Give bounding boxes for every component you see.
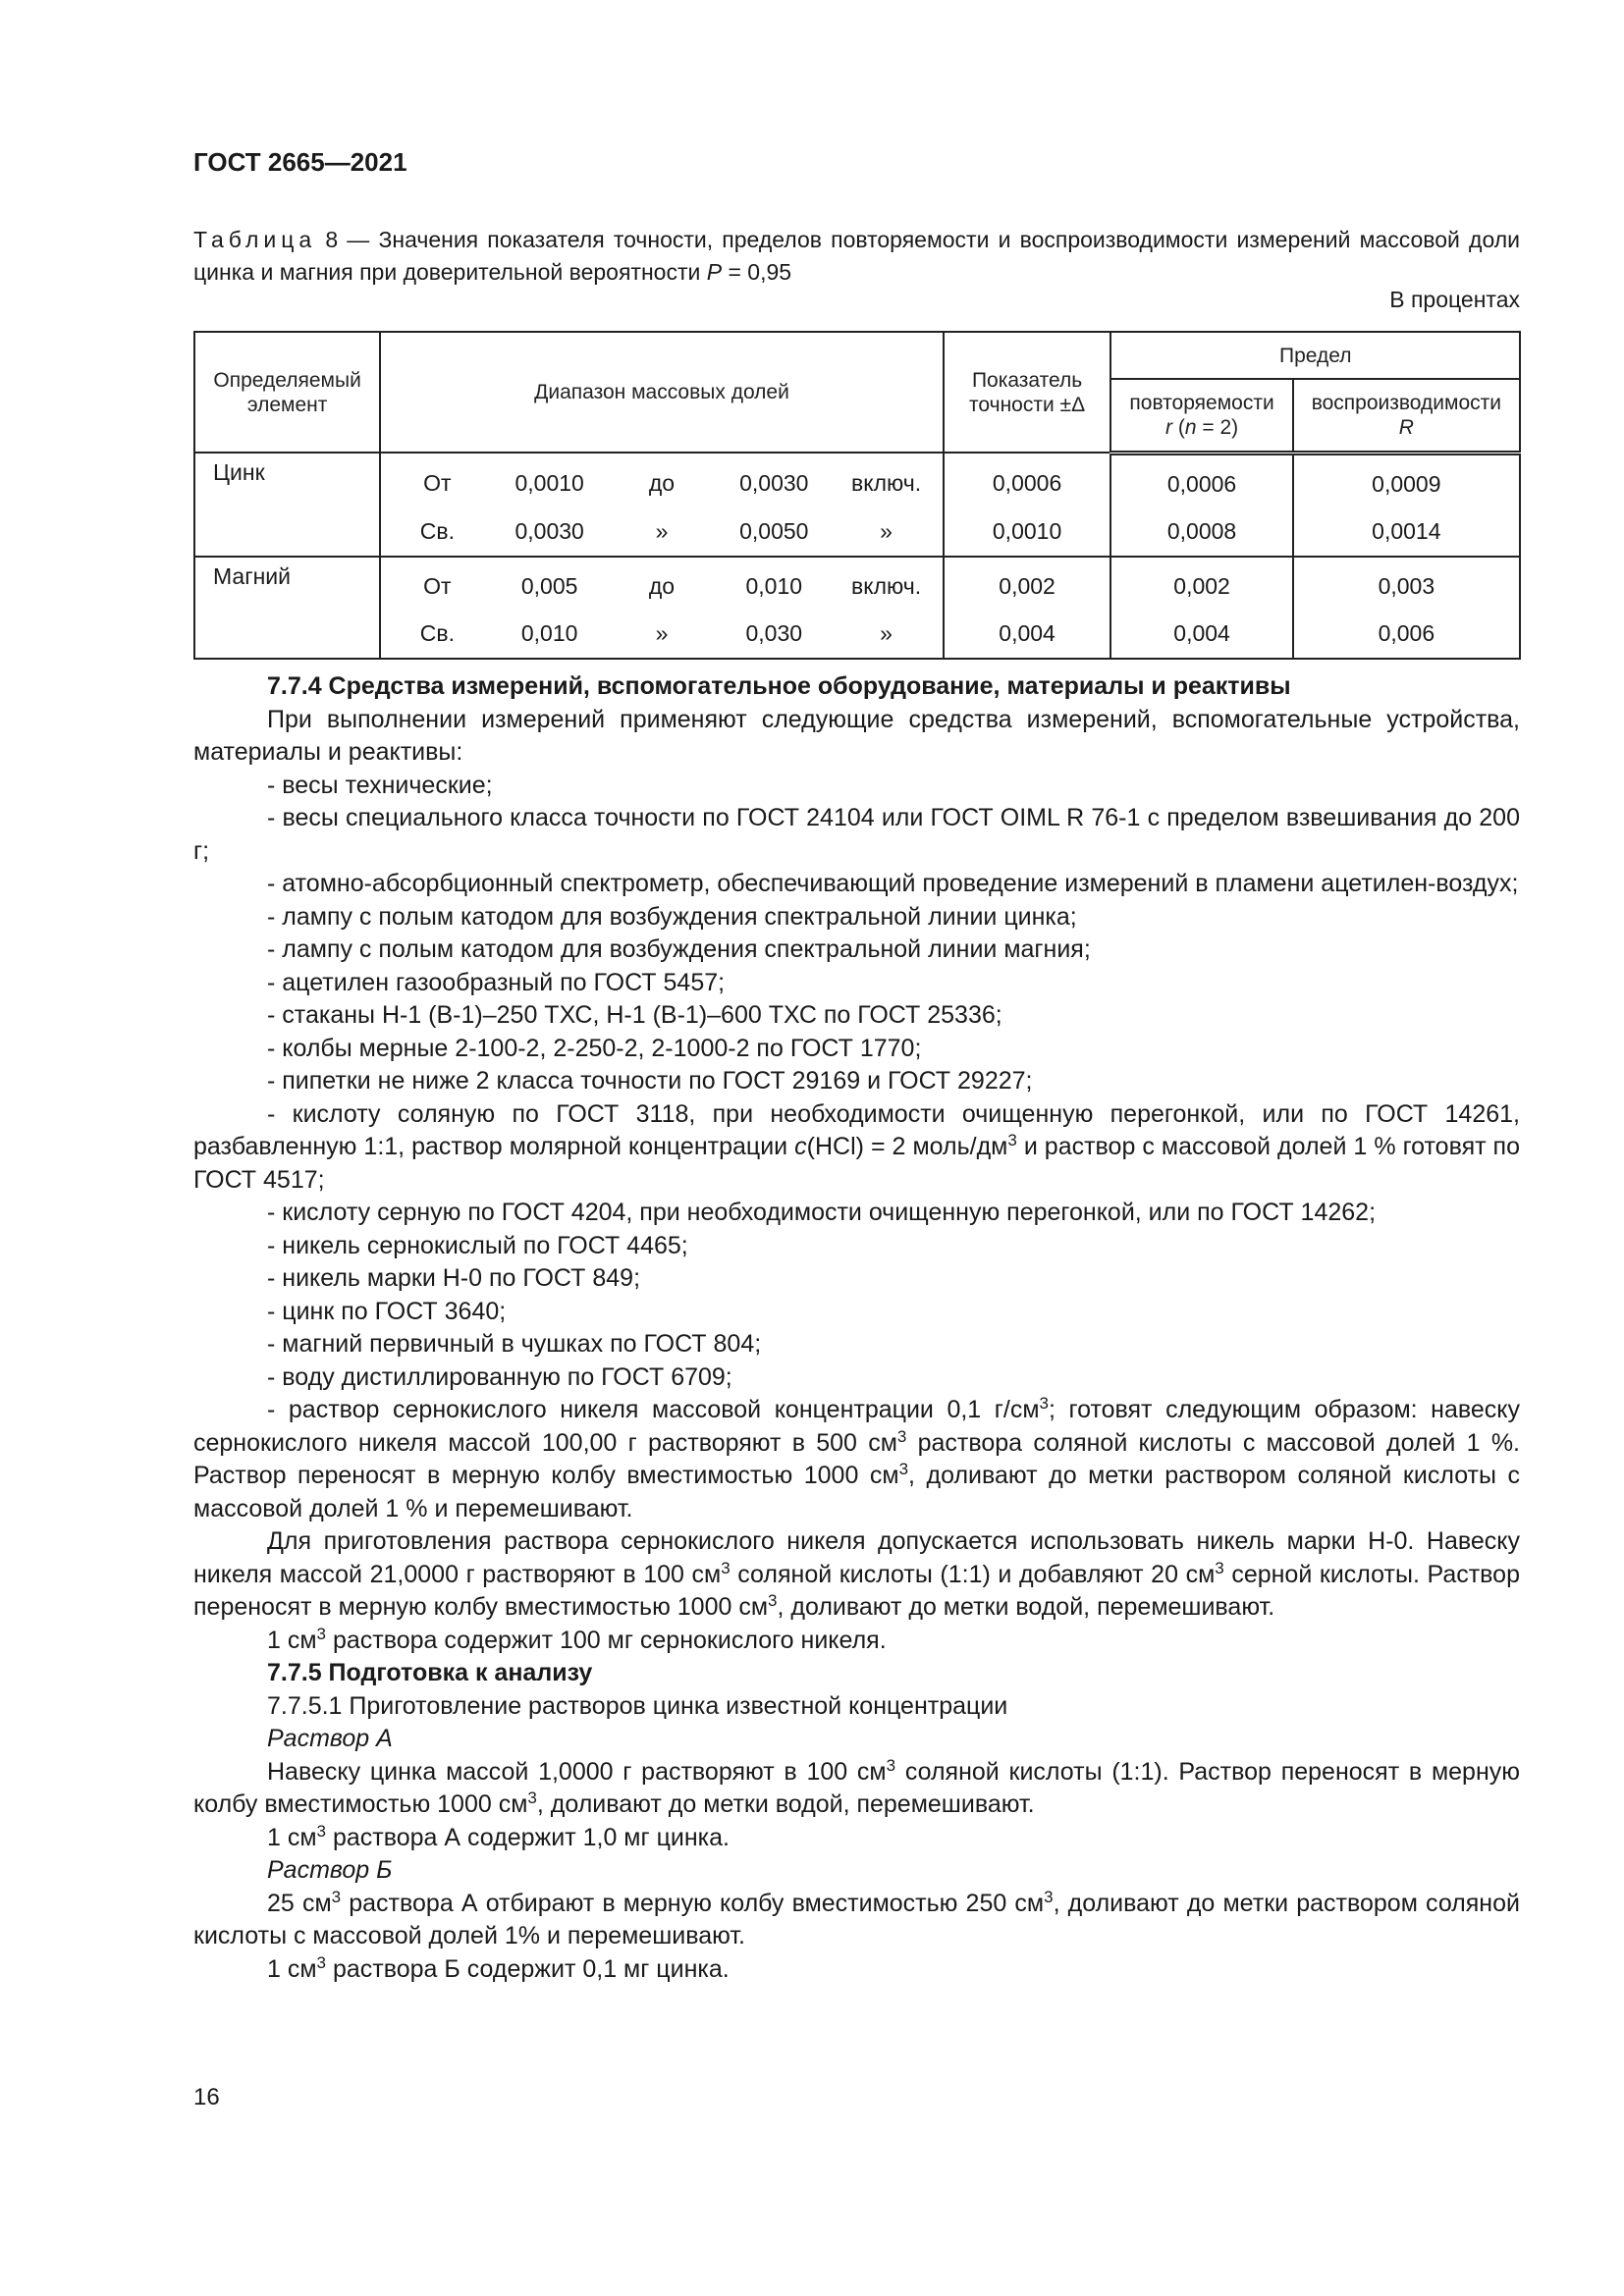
table-caption [193,224,1520,289]
table-units: В процентах [1389,287,1520,312]
text-run: - весы специального класса точности по ГОСТ 24104 или ГОСТ OIML R 76-1 с пределом взвешивания до 200 г; [193,804,1520,865]
caption-text: 8 — Значения показателя точности, пределов повторяемости и воспроизводимости измерений массовой доли цинка и магния при доверительной вероятности [193,227,1520,285]
text-run: ; готовят следующим образом: навеску сернокислого никеля массой 100,00 г растворяют в 500 см [193,1396,1521,1457]
text-run: 25 см [267,1889,332,1917]
text-run: 7.7.4 Средства измерений, вспомогательное оборудование, материалы и реактивы [267,672,1291,700]
range-cell [380,611,944,659]
value-cell: 0,004 [944,611,1111,659]
paragraph [193,1822,1520,1855]
table-row [194,611,1520,659]
superscript: 3 [1007,1131,1017,1149]
element-cell: Цинк [194,453,380,557]
header-text: ( [1172,415,1185,439]
text-run: - никель сернокислый по ГОСТ 4465; [267,1231,688,1259]
text-run: 1 см [267,1954,317,1983]
range-cell [380,557,944,611]
superscript: 3 [1039,1394,1050,1413]
text-run: - раствор сернокислого никеля массовой концентрации 0,1 г/см [267,1396,1040,1423]
text-run: - ацетилен газообразный по ГОСТ 5457; [267,968,726,996]
paragraph [193,1296,1520,1329]
header-text: воспроизводимости [1311,391,1501,414]
header-accuracy: Показатель точности ±Δ [944,332,1111,453]
text-run: и раствор с массовой долей 1 % готовят по ГОСТ 4517; [193,1133,1521,1194]
paragraph [193,967,1520,1000]
text-run: 1 см [267,1823,317,1851]
text-run: - воду дистиллированную по ГОСТ 6709; [267,1362,732,1391]
text-run: При выполнении измерений применяют следующие средства измерений, вспомогательные устройства, материалы и реактивы: [193,705,1520,766]
range-part: до [648,573,676,599]
text-run: 1 см [267,1626,317,1654]
range-part: 0,0030 [514,518,584,544]
text-run: Раствор Б [267,1856,393,1884]
paragraph [193,1953,1520,1987]
range-part: до [648,470,676,497]
text-run: - весы технические; [267,771,493,799]
header-symbol: r [1165,415,1172,439]
page-number: 16 [193,2084,220,2110]
superscript: 3 [316,1821,327,1841]
value-cell: 0,0006 [944,453,1111,508]
header-limit: Предел [1110,332,1520,379]
paragraph [193,1854,1520,1888]
header-text: = 2) [1196,415,1239,439]
paragraph [193,1690,1520,1724]
text-run: - магний первичный в чушках по ГОСТ 804; [267,1330,762,1358]
value-cell: 0,0014 [1293,508,1520,557]
paragraph [193,1362,1520,1395]
text-run: Раствор А [267,1725,393,1752]
header-text: повторяемости [1129,391,1274,414]
paragraph [193,670,1520,704]
text-run: раствора А отбирают в мерную колбу вместимостью 250 см [341,1889,1045,1917]
text-run: - атомно-абсорбционный спектрометр, обеспечивающий проведение измерений в пламени ацетилен-воздух; [267,870,1519,897]
paragraph [193,1262,1520,1296]
range-part: 0,0050 [739,518,809,544]
paragraph [193,770,1520,803]
superscript: 3 [768,1591,778,1610]
table-row [194,453,1520,508]
text-run: (HCl) = 2 моль/дм [806,1133,1008,1160]
text-run: раствора Б содержит 0,1 мг цинка. [326,1954,730,1983]
paragraph [193,1657,1520,1690]
range-part: » [880,620,893,646]
text-run: - кислоту серную по ГОСТ 4204, при необходимости очищенную перегонкой, или по ГОСТ 14262; [267,1199,1377,1226]
value-cell: 0,002 [1110,557,1292,611]
text-run: , доливают до метки водой, перемешивают. [536,1790,1035,1818]
superscript: 3 [316,1624,327,1643]
value-cell: 0,0006 [1110,453,1292,508]
text-run: - стаканы Н-1 (В-1)–250 ТХС, Н-1 (В-1)–600 ТХС по ГОСТ 25336; [267,1001,1002,1029]
text-run: соляной кислоты (1:1). Раствор переносят в мерную колбу вместимостью 1000 см [193,1757,1520,1818]
paragraph [193,868,1520,901]
text-run: серной кислоты. Раствор переносят в мерную колбу вместимостью 1000 см [193,1560,1520,1621]
header-range: Диапазон массовых долей [380,332,944,453]
paragraph [193,1394,1520,1525]
text-run: , доливают до метки раствором соляной кислоты с массовой долей 1% и перемешивают. [193,1889,1520,1949]
value-cell: 0,0008 [1110,508,1292,557]
paragraph [193,802,1520,868]
paragraph [193,1230,1520,1263]
range-part: Св. [419,620,455,646]
range-part: Св. [419,518,455,544]
range-part: » [880,518,893,544]
range-part: 0,0030 [739,470,809,497]
superscript: 3 [331,1887,342,1906]
paragraph [193,704,1520,770]
text-run: Навеску цинка массой 1,0000 г растворяют в 100 см [267,1757,887,1786]
caption-label: Таблица [193,227,317,252]
text-run: раствора соляной кислоты с массовой долей 1 %. Раствор переносят в мерную колбу вместимостью 1000 см [193,1428,1520,1489]
superscript: 3 [721,1558,731,1577]
paragraph [193,999,1520,1033]
range-part: 0,005 [520,573,578,599]
element-cell: Магний [194,557,380,659]
text-run: - цинк по ГОСТ 3640; [267,1297,507,1325]
text-run: Для приготовления раствора сернокислого никеля допускается использовать никель марки Н-0. Навеску никеля массой 21,0000 г растворяют в 100 см [193,1527,1520,1588]
text-run: раствора А содержит 1,0 мг цинка. [326,1823,730,1851]
caption-p: P [706,259,723,285]
paragraph [193,1065,1520,1098]
paragraph [193,1888,1520,1953]
range-values [381,470,943,497]
text-run: 7.7.5 Подготовка к анализу [267,1659,593,1686]
superscript: 3 [896,1426,907,1446]
header-symbol: R [1398,415,1414,439]
range-values [381,518,943,545]
text-run: - пипетки не ниже 2 класса точности по ГОСТ 29169 и ГОСТ 29227; [267,1067,1033,1095]
text-run: - никель марки Н-0 по ГОСТ 849; [267,1264,641,1292]
range-values [381,620,943,647]
data-table [193,331,1521,660]
range-part: 0,010 [520,620,578,646]
paragraph [193,1328,1520,1362]
range-part: 0,030 [745,620,803,646]
value-cell: 0,004 [1110,611,1292,659]
text-run: , доливают до метки водой, перемешивают. [777,1593,1275,1621]
range-cell [380,453,944,508]
paragraph [193,1525,1520,1625]
text-run: 7.7.5.1 Приготовление растворов цинка известной концентрации [267,1691,1008,1720]
value-cell: 0,0010 [944,508,1111,557]
paragraph [193,1723,1520,1756]
text-run: , доливают до метки раствором соляной кислоты с массовой долей 1 % и перемешивают. [193,1462,1521,1522]
paragraph [193,1625,1520,1658]
range-part: » [655,518,669,544]
header-symbol: n [1184,415,1197,439]
range-part: От [423,573,452,599]
text-run: раствора содержит 100 мг сернокислого никеля. [326,1626,887,1654]
range-part: включ. [851,573,922,599]
paragraph [193,1033,1520,1066]
range-part: включ. [851,470,922,497]
body-text [193,670,1520,1986]
table-body [194,453,1520,659]
value-cell: 0,002 [944,557,1111,611]
document-header: ГОСТ 2665—2021 [193,147,407,177]
text-run: - колбы мерные 2-100-2, 2-250-2, 2-1000-2 по ГОСТ 1770; [267,1034,922,1062]
paragraph [193,1197,1520,1230]
header-element: Определяемый элемент [194,332,380,453]
text-run: - лампу с полым катодом для возбуждения спектральной линии цинка; [267,902,1077,931]
range-cell [380,508,944,557]
paragraph [193,1098,1520,1198]
superscript: 3 [898,1460,909,1478]
superscript: 3 [886,1755,896,1775]
value-cell: 0,0009 [1293,453,1520,508]
range-part: 0,010 [745,573,803,599]
paragraph [193,1756,1520,1822]
caption-end: = 0,95 [722,259,792,285]
value-cell: 0,006 [1293,611,1520,659]
superscript: 3 [1215,1558,1224,1577]
range-part: 0,0010 [514,470,584,497]
header-repeatability [1110,379,1292,453]
text-run: - кислоту соляную по ГОСТ 3118, при необходимости очищенную перегонкой, или по ГОСТ 14261, разбавленную 1:1, раствор молярной концентрации [193,1099,1520,1160]
text-run: соляной кислоты (1:1) и добавляют 20 см [730,1560,1216,1588]
paragraph [193,901,1520,934]
range-values [381,573,943,600]
range-part: От [423,470,452,497]
table-row [194,508,1520,557]
header-reproducibility [1293,379,1520,453]
value-cell: 0,003 [1293,557,1520,611]
text-run: - лампу с полым катодом для возбуждения спектральной линии магния; [267,935,1091,963]
range-part: » [655,620,669,646]
text-run: c [794,1133,807,1160]
superscript: 3 [316,1952,327,1972]
table-row [194,557,1520,611]
paragraph [193,934,1520,967]
superscript: 3 [1044,1887,1054,1906]
superscript: 3 [527,1789,537,1807]
